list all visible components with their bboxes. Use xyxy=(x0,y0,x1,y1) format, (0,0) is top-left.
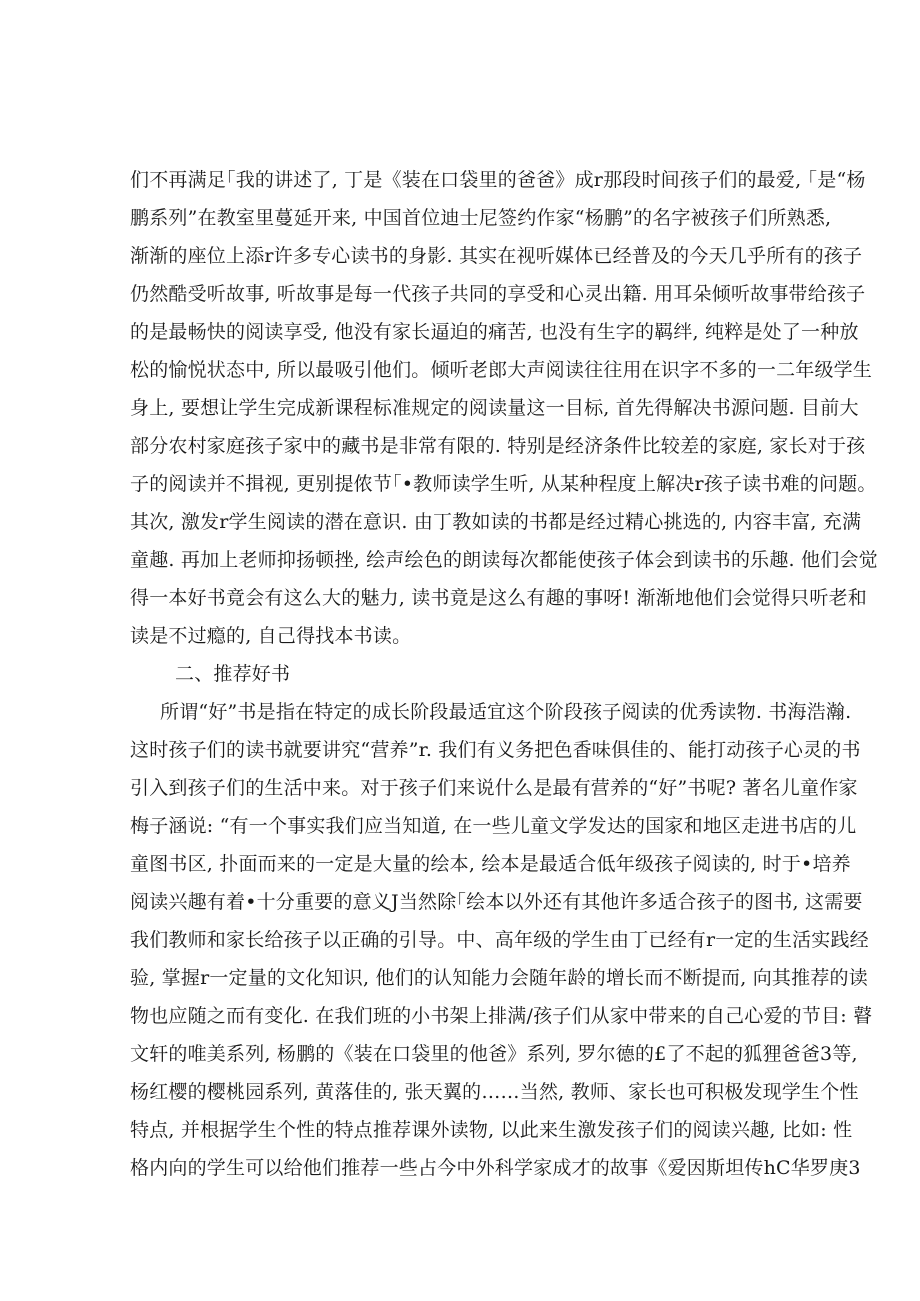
section-heading: 二、推荐好书 xyxy=(175,663,291,685)
paragraph-line: 所谓“好”书是指在特定的成长阶段最适宜这个阶段孩子阅读的优秀读物. 书海浩瀚. xyxy=(160,701,852,723)
paragraph-line: 杨红樱的樱桃园系列, 黄落佳的, 张天翼的……当然, 教师、家长也可积极发现学生个性 xyxy=(130,1081,859,1103)
paragraph-line: 其次, 激发r学生阅读的潜在意识. 由丁教如读的书都是经过精心挑选的, 内容丰富, 充满 xyxy=(130,511,862,533)
paragraph-line: 松的愉悦状态中, 所以最吸引他们。倾听老郎大声阅读往往用在识字不多的一二年级学生 xyxy=(130,359,873,381)
paragraph-line: 仍然酷受听故事, 听故事是每一代孩子共同的享受和心灵出籍. 用耳朵倾听故事带给孩子 xyxy=(130,283,866,305)
paragraph-line: 的是最畅快的阅读享受, 他没有家长逼迫的痛苦, 也没有生字的羁绊, 纯粹是处了一种放 xyxy=(130,321,859,343)
paragraph-line: 文轩的唯美系列, 杨鹏的《装在口袋里的他爸》系列, 罗尔德的£了不起的狐狸爸爸3等, xyxy=(130,1043,858,1065)
paragraph-line: 特点, 并根据学生个性的特点推荐课外读物, 以此来生激发孩子们的阅读兴趣, 比如: 性 xyxy=(130,1119,853,1141)
paragraph-line: 童图书区, 扑面而来的一定是大量的绘本, 绘本是最适合低年级孩子阅读的, 时于•培养 xyxy=(130,853,851,875)
paragraph-line: 引入到孩子们的生活中来。对于孩子们来说什么是最有营养的“好”书呢? 著名儿童作家 xyxy=(130,777,858,799)
paragraph-line: 阅读兴趣有着•十分重要的意义J当然除｢绘本以外还有其他许多适合孩子的图书, 这需要 xyxy=(130,891,863,913)
paragraph-line: 验, 掌握r一定量的文化知识, 他们的认知能力会随年龄的增长而不断提而, 向其推荐的读 xyxy=(130,967,868,989)
paragraph-line: 我们教师和家长给孩子以正确的引导。中、高年级的学生由丁已经有r一定的生活实践经 xyxy=(130,929,869,951)
paragraph-line: 渐渐的座位上添r许多专心读书的身影. 其实在视听媒体已经普及的今天几乎所有的孩子 xyxy=(130,245,863,267)
paragraph-line: 鹏系列”在教室里蔓延开来, 中国首位迪士尼签约作家“杨鹏”的名字被孩子们所熟悉, xyxy=(130,207,832,229)
paragraph-line: 得一本好书竟会有这么大的魅力, 读书竟是这么有趣的事呀! 渐渐地他们会觉得只听老和 xyxy=(130,587,867,609)
paragraph-line: 们不再满足｢我的讲述了, 丁是《装在口袋里的爸爸》成r那段时间孩子们的最爱, ｢是“杨 xyxy=(130,169,866,191)
paragraph-line: 读是不过瘾的, 自己得找本书读。 xyxy=(130,625,412,647)
paragraph-line: 身上, 要想让学生完成新课程标准规定的阅读量这一目标, 首先得解决书源问题. 目前大 xyxy=(130,397,859,419)
paragraph-line: 梅子涵说: “有一个事实我们应当知道, 在一些儿童文学发达的国家和地区走进书店的儿 xyxy=(130,815,857,837)
paragraph-line: 物也应随之而有变化. 在我们班的小书架上排满/孩子们从家中带来的自己心爱的节目: 瞽 xyxy=(130,1005,873,1027)
paragraph-line: 这时孩子们的读书就要讲究“营养”r. 我们有义务把色香味俱佳的、能打动孩子心灵的书 xyxy=(130,739,861,761)
paragraph-line: 部分农村家庭孩子家中的藏书是非常有限的. 特别是经济条件比较差的家庭, 家长对于孩 xyxy=(130,435,866,457)
paragraph-line: 童趣. 再加上老师抑扬顿挫, 绘声绘色的朗读每次都能使孩子体会到读书的乐趣. 他们会觉 xyxy=(130,549,878,571)
paragraph-line: 子的阅读并不揖视, 更别提侬节｢•教师读学生听, 从某种程度上解决r孩子读书难的问题。 xyxy=(130,473,877,495)
paragraph-line: 格内向的学生可以给他们推荐一些占今中外科学家成才的故事《爱因斯坦传hC华罗庚3 xyxy=(130,1157,861,1179)
